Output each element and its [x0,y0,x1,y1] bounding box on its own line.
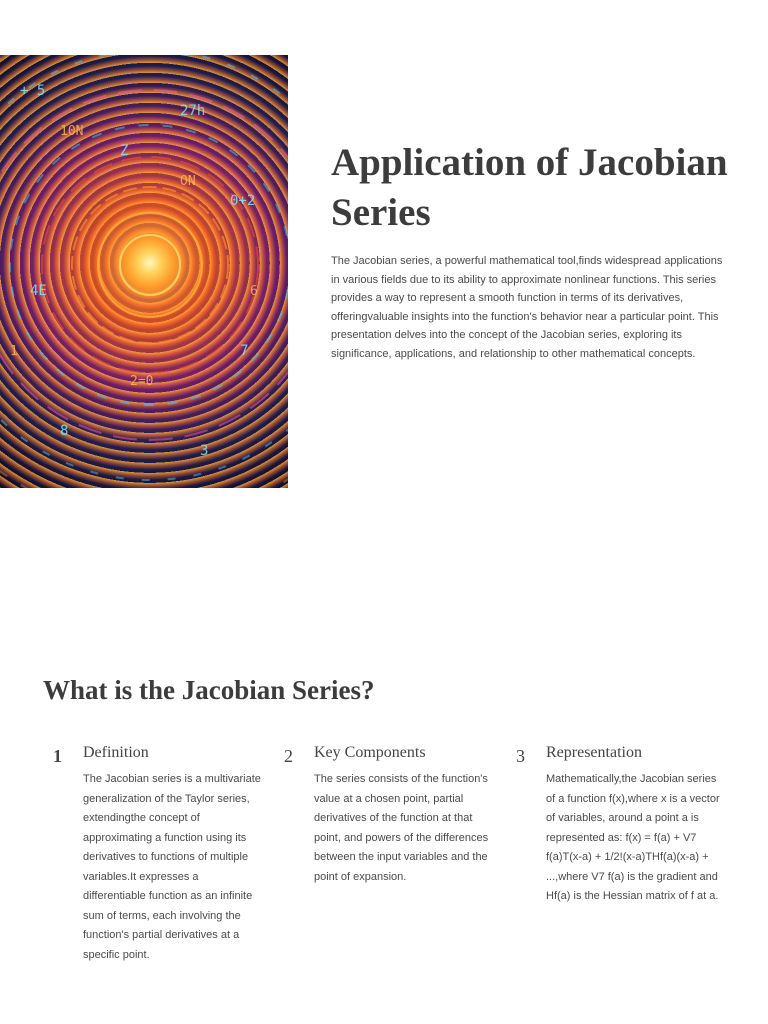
svg-text:27h: 27h [180,103,206,119]
svg-text:+ 5: + 5 [20,83,46,99]
item-title: Key Components [314,744,426,761]
intro-paragraph: The Jacobian series, a powerful mathematical tool,finds widespread applications in various fields due to its ability to approximate nonlinear functions. This series provides a way to represent a smooth function in terms of its derivatives, offeringvaluable insights into the function's behavior near a particular point. This presentation delves into the concept of the Jacobian series, exploring its significance, applications, and relationship to other mathematical concepts. [331,255,723,360]
spiral-decoration [0,55,288,488]
svg-text:0+2: 0+2 [230,193,256,209]
svg-text:Z: Z [120,143,129,159]
item-number: 2 [284,746,293,766]
item-body: Mathematically,the Jacobian series of a function f(x),where x is a vector of variables, around a point a is represented as: f(x) = f(a) + V7 f(a)T(x-a) + 1/2!(x-a)THf(a)(x-a) + ...,where V7 f(a) is the gradient and Hf(a) is the Hessian matrix of f at a. [546,773,720,902]
item-number: 1 [53,746,62,766]
svg-text:8: 8 [60,423,69,439]
svg-text:2=0: 2=0 [130,374,154,389]
page-title: Application of Jacobian Series [331,141,728,234]
item-body: The series consists of the function's value at a chosen point, partial derivatives of the function at that point, and powers of the differences between the input variables and the point of expansion. [314,773,489,883]
svg-text:ON: ON [180,174,196,189]
section-heading: What is the Jacobian Series? [43,675,375,705]
item-title: Definition [83,744,149,761]
svg-text:7: 7 [240,343,249,359]
item-body: The Jacobian series is a multivariate generalization of the Taylor series, extendingthe concept of approximating a function using its derivatives to functions of multiple variables.It expresses a differentiable function as an infinite sum of terms, each involving the function's partial derivatives at a specific point. [83,773,261,961]
svg-text:6: 6 [250,284,258,299]
item-number: 3 [516,746,525,766]
svg-text:4E: 4E [30,283,47,299]
svg-text:10N: 10N [60,124,84,139]
item-title: Representation [546,744,642,761]
svg-text:3: 3 [200,443,209,459]
hero-image [0,55,288,488]
svg-text:1: 1 [10,344,18,359]
